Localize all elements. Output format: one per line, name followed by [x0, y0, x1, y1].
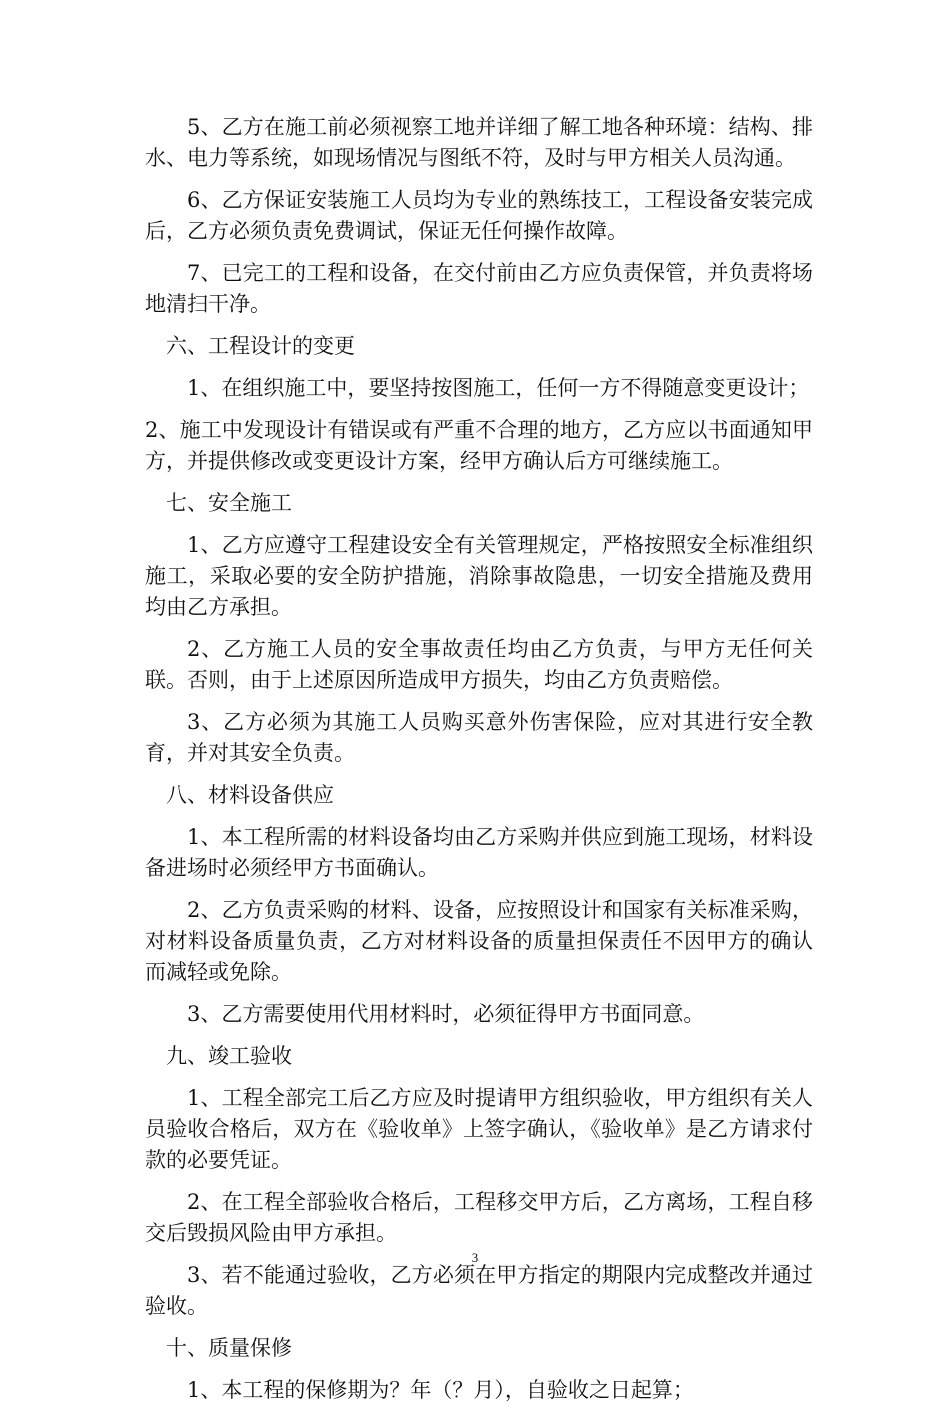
page-number: 3: [471, 1250, 479, 1265]
safety-clause-3: 3、乙方必须为其施工人员购买意外伤害保险，应对其进行安全教育，并对其安全负责。: [145, 710, 813, 765]
section-heading-safety: 七、安全施工: [166, 491, 292, 515]
section-heading-warranty: 十、质量保修: [166, 1336, 292, 1360]
safety-clause-2: 2、乙方施工人员的安全事故责任均由乙方负责，与甲方无任何关联。否则，由于上述原因所造成甲方损失，均由乙方负责赔偿。: [145, 637, 813, 692]
clause-5-site-inspection: 5、乙方在施工前必须视察工地并详细了解工地各种环境：结构、排水、电力等系统，如现场情况与图纸不符，及时与甲方相关人员沟通。: [145, 115, 813, 170]
acceptance-clause-3: 3、若不能通过验收，乙方必须在甲方指定的期限内完成整改并通过验收。: [145, 1263, 813, 1318]
design-change-clause-2: 2、施工中发现设计有错误或有严重不合理的地方，乙方应以书面通知甲方，并提供修改或变更设计方案，经甲方确认后方可继续施工。: [145, 418, 813, 473]
design-change-clause-1: 1、在组织施工中，要坚持按图施工，任何一方不得随意变更设计；: [187, 376, 810, 400]
acceptance-clause-1: 1、工程全部完工后乙方应及时提请甲方组织验收，甲方组织有关人员验收合格后，双方在《验收单》上签字确认，《验收单》是乙方请求付款的必要凭证。: [145, 1086, 813, 1172]
materials-clause-1: 1、本工程所需的材料设备均由乙方采购并供应到施工现场，材料设备进场时必须经甲方书面确认。: [145, 825, 813, 880]
section-heading-acceptance: 九、竣工验收: [166, 1044, 292, 1068]
clause-6-installers: 6、乙方保证安装施工人员均为专业的熟练技工，工程设备安装完成后，乙方必须负责免费调试，保证无任何操作故障。: [145, 188, 813, 243]
clause-7-custody: 7、已完工的工程和设备，在交付前由乙方应负责保管，并负责将场地清扫干净。: [145, 261, 813, 316]
materials-clause-2: 2、乙方负责采购的材料、设备，应按照设计和国家有关标准采购，对材料设备质量负责，乙方对材料设备的质量担保责任不因甲方的确认而减轻或免除。: [145, 898, 813, 984]
document-page: [145, 112, 813, 1417]
safety-clause-1: 1、乙方应遵守工程建设安全有关管理规定，严格按照安全标准组织施工，采取必要的安全防护措施，消除事故隐患，一切安全措施及费用均由乙方承担。: [145, 533, 813, 619]
materials-clause-3: 3、乙方需要使用代用材料时，必须征得甲方书面同意。: [187, 1002, 705, 1026]
section-heading-materials: 八、材料设备供应: [166, 783, 334, 807]
section-heading-design-change: 六、工程设计的变更: [166, 334, 355, 358]
acceptance-clause-2: 2、在工程全部验收合格后，工程移交甲方后，乙方离场，工程自移交后毁损风险由甲方承担。: [145, 1190, 813, 1245]
warranty-clause-1: 1、本工程的保修期为？年（？月），自验收之日起算；: [187, 1378, 694, 1402]
